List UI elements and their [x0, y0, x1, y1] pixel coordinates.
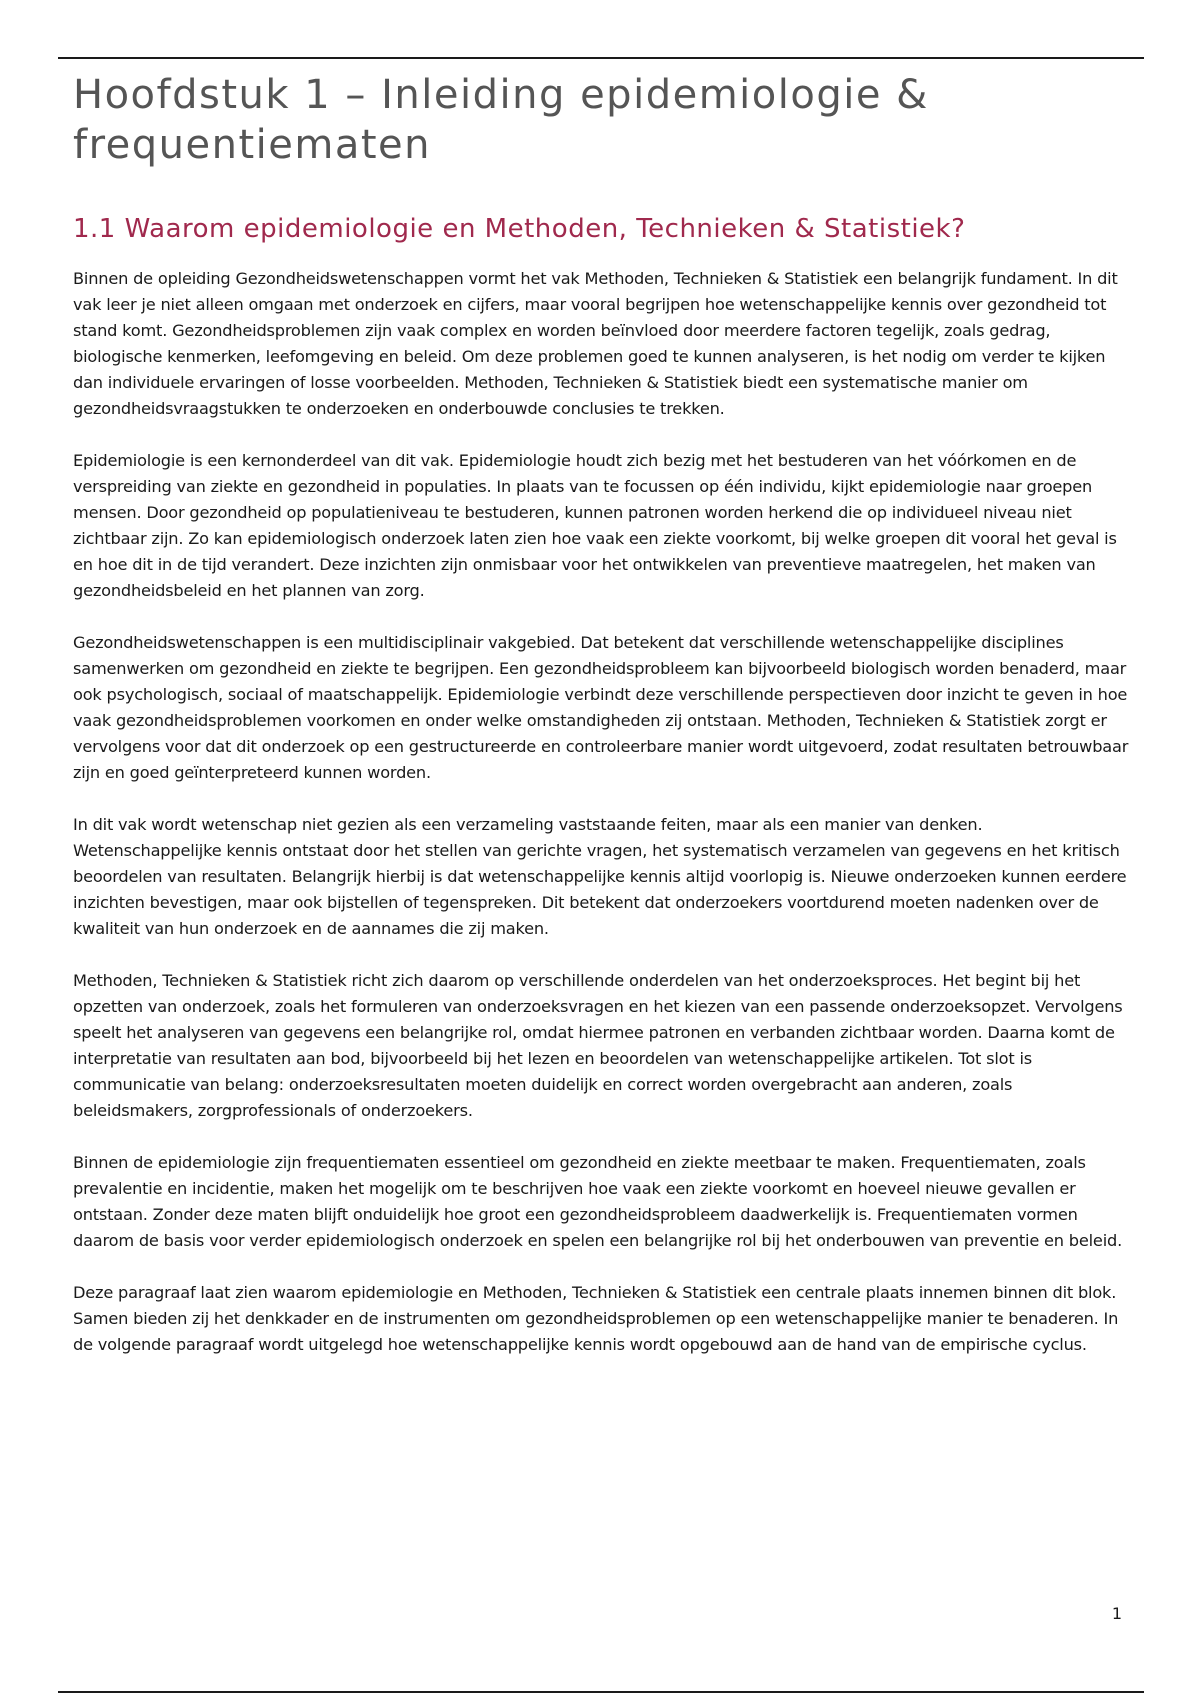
- bottom-rule: [58, 1691, 1144, 1693]
- page-content: [73, 70, 1133, 1384]
- paragraph-7: Deze paragraaf laat zien waarom epidemiologie en Methoden, Technieken & Statistiek een centrale plaats innemen binnen dit blok. Samen bieden zij het denkkader en de instrumenten om gezondheidsproblemen op een wetenschappelijke manier te benaderen. In de volgende paragraaf wordt uitgelegd hoe wetenschappelijke kennis wordt opgebouwd aan de hand van de empirische cyclus.: [73, 1283, 1119, 1354]
- section-title: 1.1 Waarom epidemiologie en Methoden, Technieken & Statistiek?: [73, 214, 966, 244]
- body-text: [73, 266, 1133, 1358]
- paragraph-2: Epidemiologie is een kernonderdeel van dit vak. Epidemiologie houdt zich bezig met het bestuderen van het vóórkomen en de verspreiding van ziekte en gezondheid in populaties. In plaats van te focussen op één individu, kijkt epidemiologie naar groepen mensen. Door gezondheid op populatieniveau te bestuderen, kunnen patronen worden herkend die op individueel niveau niet zichtbaar zijn. Zo kan epidemiologisch onderzoek laten zien hoe vaak een ziekte voorkomt, bij welke groepen dit vooral het geval is en hoe dit in de tijd verandert. Deze inzichten zijn onmisbaar voor het ontwikkelen van preventieve maatregelen, het maken van gezondheidsbeleid en het plannen van zorg.: [73, 451, 1117, 600]
- paragraph-4: In dit vak wordt wetenschap niet gezien als een verzameling vaststaande feiten, maar als een manier van denken. Wetenschappelijke kennis ontstaat door het stellen van gerichte vragen, het systematisch verzamelen van gegevens en het kritisch beoordelen van resultaten. Belangrijk hierbij is dat wetenschappelijke kennis altijd voorlopig is. Nieuwe onderzoeken kunnen eerdere inzichten bevestigen, maar ook bijstellen of tegenspreken. Dit betekent dat onderzoekers voortdurend moeten nadenken over de kwaliteit van hun onderzoek en de aannames die zij maken.: [73, 815, 1127, 938]
- paragraph-3: Gezondheidswetenschappen is een multidisciplinair vakgebied. Dat betekent dat verschillende wetenschappelijke disciplines samenwerken om gezondheid en ziekte te begrijpen. Een gezondheidsprobleem kan bijvoorbeeld biologisch worden benaderd, maar ook psychologisch, sociaal of maatschappelijk. Epidemiologie verbindt deze verschillende perspectieven door inzicht te geven in hoe vaak gezondheidsproblemen voorkomen en onder welke omstandigheden zij ontstaan. Methoden, Technieken & Statistiek zorgt er vervolgens voor dat dit onderzoek op een gestructureerde en controleerbare manier wordt uitgevoerd, zodat resultaten betrouwbaar zijn en goed geïnterpreteerd kunnen worden.: [73, 633, 1129, 782]
- page-number: 1: [1111, 1604, 1122, 1623]
- top-rule: [58, 57, 1144, 59]
- chapter-title: Hoofdstuk 1 – Inleiding epidemiologie & frequentiematen: [73, 72, 929, 168]
- paragraph-6: Binnen de epidemiologie zijn frequentiematen essentieel om gezondheid en ziekte meetbaar te maken. Frequentiematen, zoals prevalentie en incidentie, maken het mogelijk om te beschrijven hoe vaak een ziekte voorkomt en hoeveel nieuwe gevallen er ontstaan. Zonder deze maten blijft onduidelijk hoe groot een gezondheidsprobleem daadwerkelijk is. Frequentiematen vormen daarom de basis voor verder epidemiologisch onderzoek en spelen een belangrijke rol bij het onderbouwen van preventie en beleid.: [73, 1153, 1123, 1250]
- paragraph-5: Methoden, Technieken & Statistiek richt zich daarom op verschillende onderdelen van het onderzoeksproces. Het begint bij het opzetten van onderzoek, zoals het formuleren van onderzoeksvragen en het kiezen van een passende onderzoeksopzet. Vervolgens speelt het analyseren van gegevens een belangrijke rol, omdat hiermee patronen en verbanden zichtbaar worden. Daarna komt de interpretatie van resultaten aan bod, bijvoorbeeld bij het lezen en beoordelen van wetenschappelijke artikelen. Tot slot is communicatie van belang: onderzoeksresultaten moeten duidelijk en correct worden overgebracht aan anderen, zoals beleidsmakers, zorgprofessionals of onderzoekers.: [73, 971, 1123, 1120]
- paragraph-1: Binnen de opleiding Gezondheidswetenschappen vormt het vak Methoden, Technieken & Statistiek een belangrijk fundament. In dit vak leer je niet alleen omgaan met onderzoek en cijfers, maar vooral begrijpen hoe wetenschappelijke kennis over gezondheid tot stand komt. Gezondheidsproblemen zijn vaak complex en worden beïnvloed door meerdere factoren tegelijk, zoals gedrag, biologische kenmerken, leefomgeving en beleid. Om deze problemen goed te kunnen analyseren, is het nodig om verder te kijken dan individuele ervaringen of losse voorbeelden. Methoden, Technieken & Statistiek biedt een systematische manier om gezondheidsvraagstukken te onderzoeken en onderbouwde conclusies te trekken.: [73, 269, 1118, 418]
